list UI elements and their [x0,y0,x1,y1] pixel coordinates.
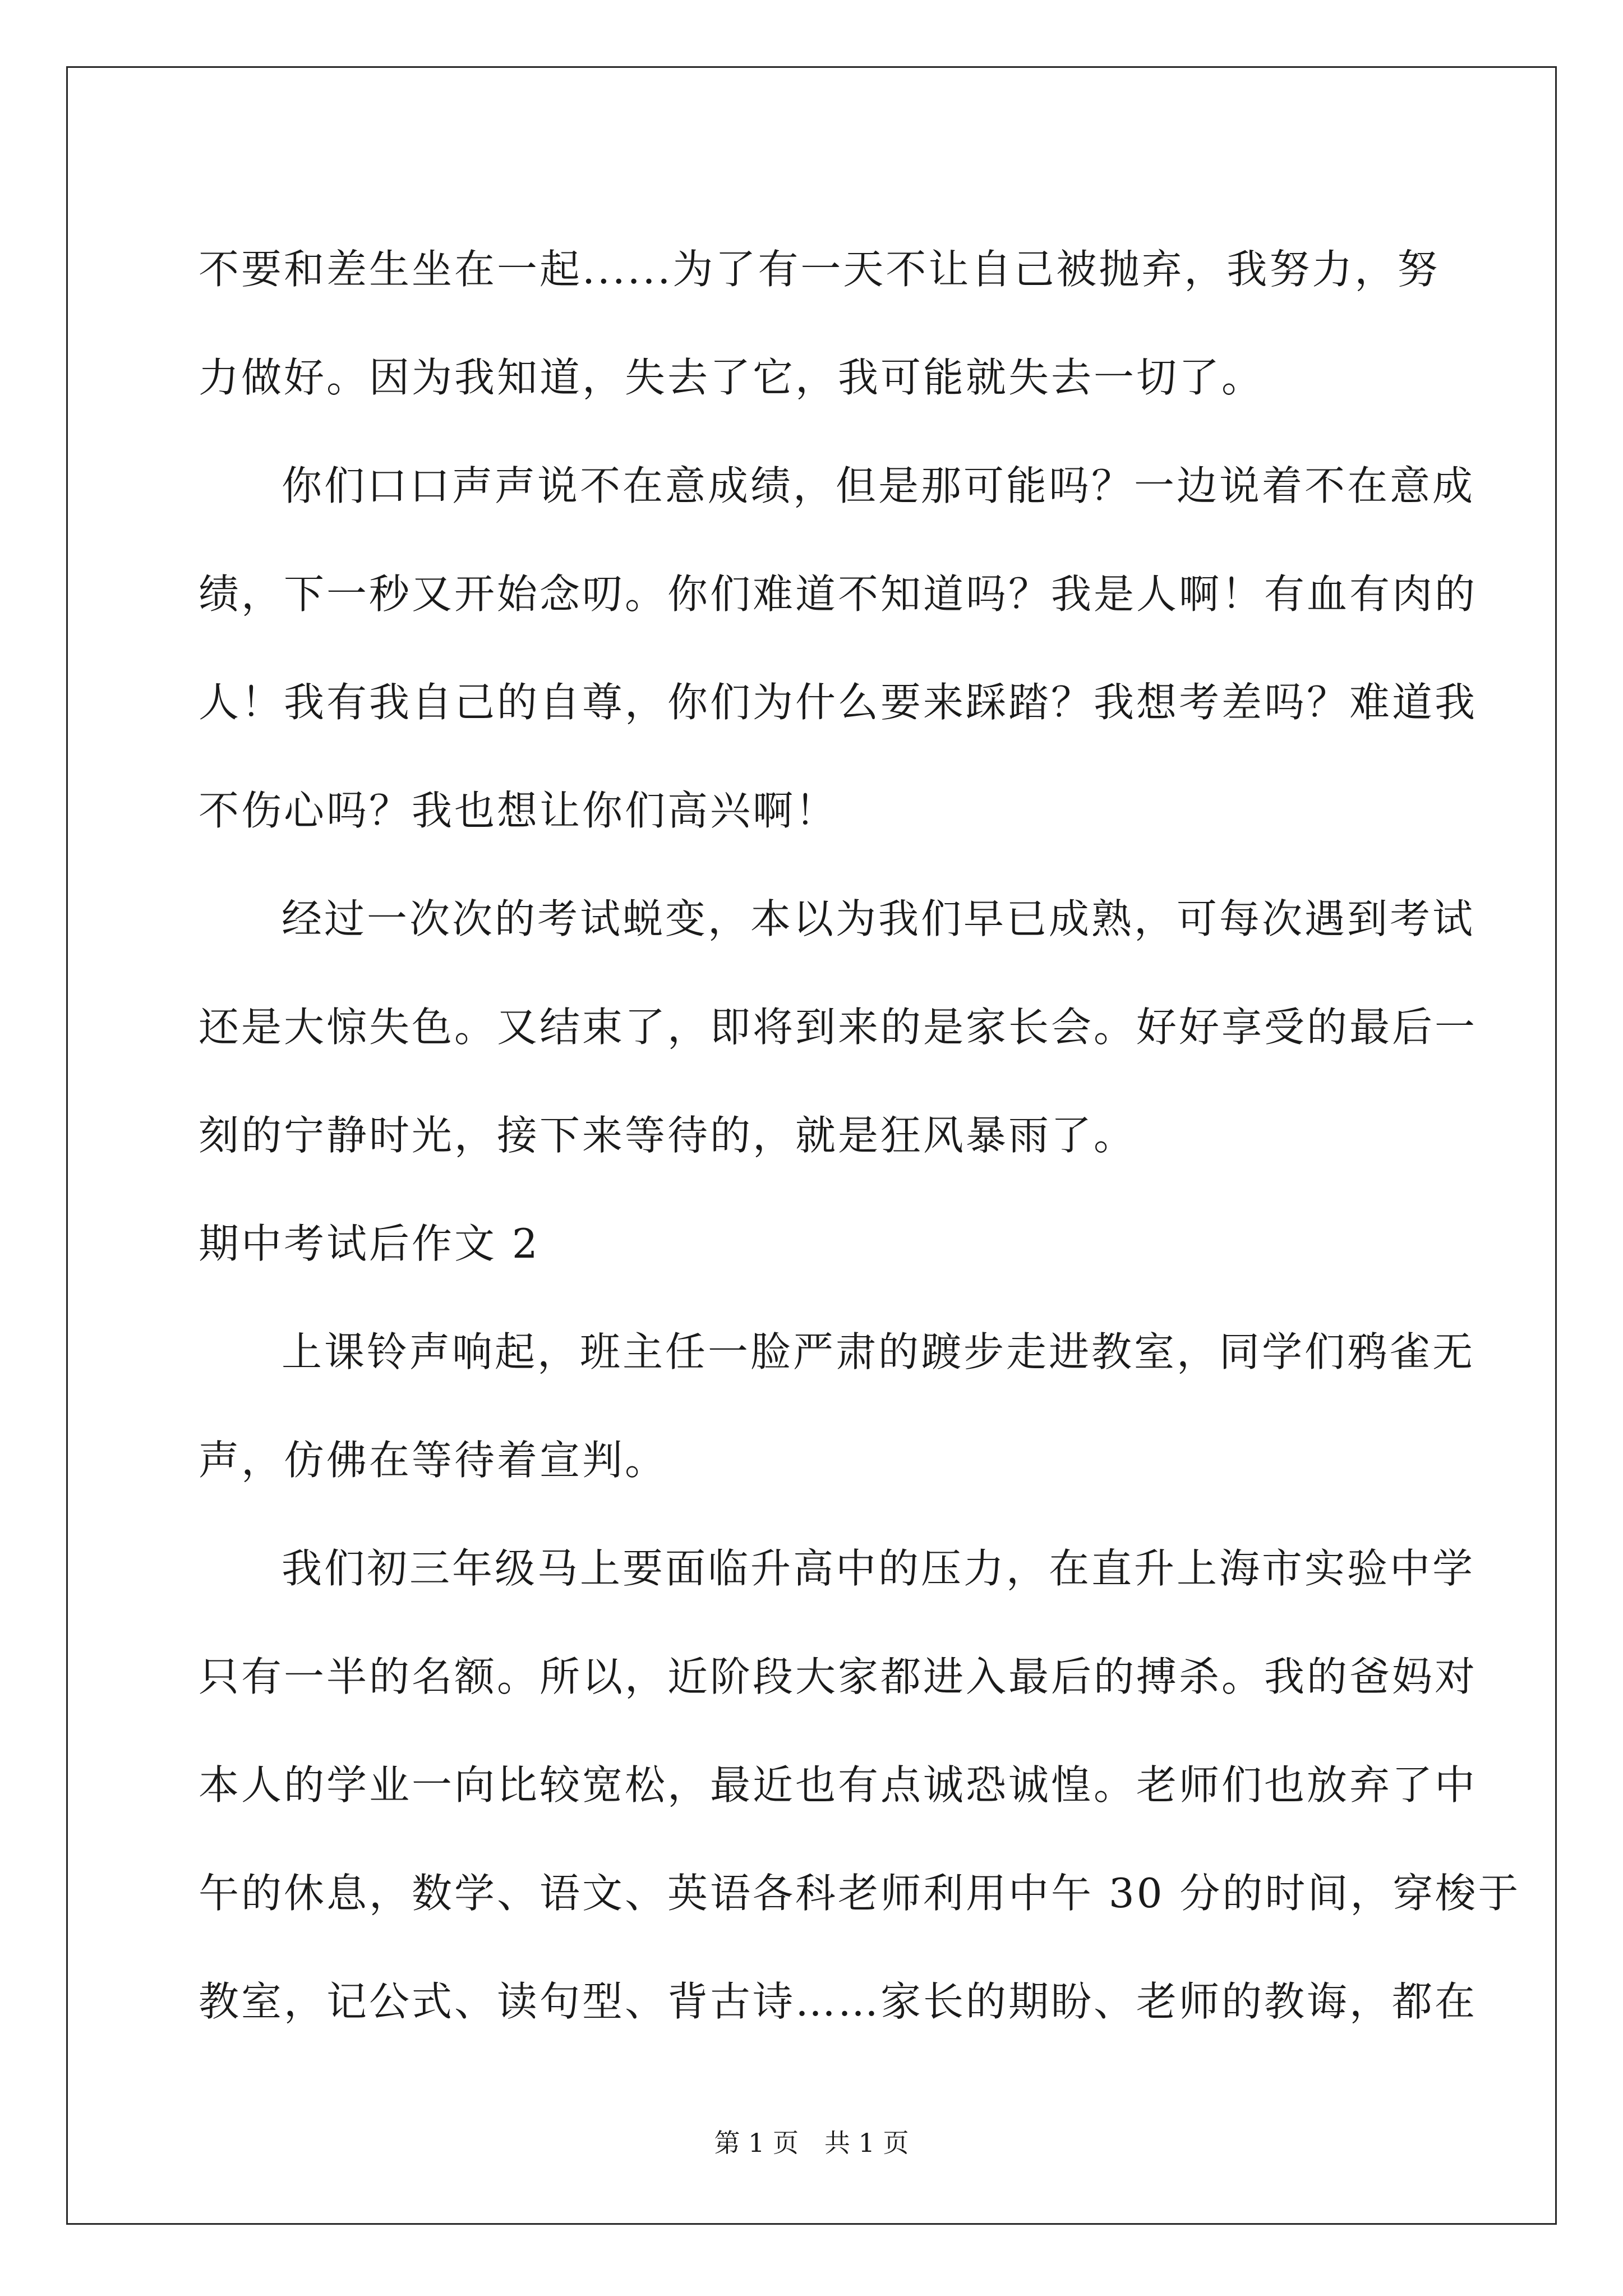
text-line: 午的休息，数学、语文、英语各科老师利用中午 30 分的时间，穿梭于 [199,1870,1521,1917]
text-line: 教室，记公式、读句型、背古诗……家长的期盼、老师的教诲，都在 [199,1978,1478,2025]
text-line: 不要和差生坐在一起......为了有一天不让自己被抛弃，我努力，努 [199,246,1440,293]
text-line: 力做好。因为我知道，失去了它，我可能就失去一切了。 [199,354,1265,401]
text-line: 我们初三年级马上要面临升高中的压力，在直升上海市实验中学 [282,1545,1476,1592]
text-line: 刻的宁静时光，接下来等待的，就是狂风暴雨了。 [199,1112,1137,1159]
text-line: 声，仿佛在等待着宣判。 [199,1437,668,1484]
text-line: 经过一次次的考试蜕变，本以为我们早已成熟，可每次遇到考试 [282,895,1476,942]
text-line: 本人的学业一向比较宽松，最近也有点诚恐诚惶。老师们也放弃了中 [199,1761,1478,1809]
page-number-footer: 第 1 页 共 1 页 [714,2128,909,2158]
text-line: 不伤心吗？我也想让你们高兴啊！ [199,787,838,834]
text-line: 绩，下一秒又开始念叨。你们难道不知道吗？我是人啊！有血有肉的 [199,570,1478,618]
text-line: 你们口口声声说不在意成绩，但是那可能吗？一边说着不在意成 [282,462,1476,509]
text-line: 还是大惊失色。又结束了，即将到来的是家长会。好好享受的最后一 [199,1004,1478,1051]
text-line: 只有一半的名额。所以，近阶段大家都进入最后的搏杀。我的爸妈对 [199,1653,1478,1700]
text-line: 上课铃声响起，班主任一脸严肃的踱步走进教室，同学们鸦雀无 [282,1328,1476,1375]
text-line: 人！我有我自己的自尊，你们为什么要来踩踏？我想考差吗？难道我 [199,679,1478,726]
section-heading: 期中考试后作文 2 [199,1220,540,1267]
document-body [199,215,1521,2056]
